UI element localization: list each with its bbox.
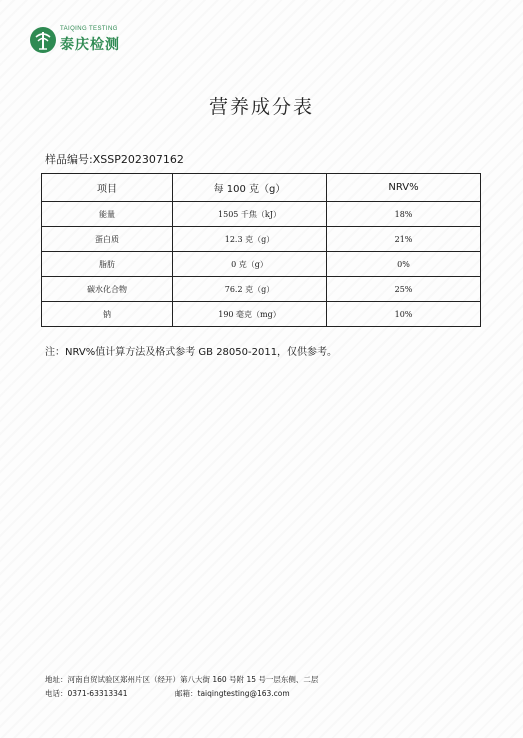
row-nrv: 0% <box>327 252 481 277</box>
logo-chinese-name: 泰庆检测 <box>60 37 120 53</box>
footer-contact <box>45 688 290 699</box>
logo-english-name: TAIQING TESTING <box>60 26 118 32</box>
row-item: 脂肪 <box>42 252 173 277</box>
row-item: 蛋白质 <box>42 227 173 252</box>
footer-address: 地址：河南自贸试验区郑州片区（经开）第八大街 160 号附 15 号一层东侧、二层 <box>45 675 319 684</box>
nutrition-table <box>41 173 481 327</box>
row-item: 能量 <box>42 202 173 227</box>
table-row <box>42 252 481 277</box>
table-row <box>42 202 481 227</box>
row-nrv: 25% <box>327 277 481 302</box>
tree-icon <box>30 27 56 53</box>
company-logo <box>30 24 170 60</box>
header-nrv: NRV% <box>327 174 481 202</box>
table-row <box>42 302 481 327</box>
row-amount: 12.3 克（g） <box>173 227 327 252</box>
row-amount: 76.2 克（g） <box>173 277 327 302</box>
row-amount: 0 克（g） <box>173 252 327 277</box>
header-per-100g: 每 100 克（g） <box>173 174 327 202</box>
footer-phone: 电话：0371-63313341 <box>45 689 128 698</box>
row-item: 钠 <box>42 302 173 327</box>
header-item: 项目 <box>42 174 173 202</box>
row-nrv: 21% <box>327 227 481 252</box>
footer-email: 邮箱：taiqingtesting@163.com <box>175 689 290 698</box>
table-row <box>42 277 481 302</box>
sample-number: 样品编号:XSSP202307162 <box>45 153 184 166</box>
row-item: 碳水化合物 <box>42 277 173 302</box>
row-amount: 1505 千焦（kJ） <box>173 202 327 227</box>
table-row <box>42 227 481 252</box>
row-nrv: 10% <box>327 302 481 327</box>
row-nrv: 18% <box>327 202 481 227</box>
document-title: 营养成分表 <box>208 96 314 118</box>
reference-note: 注：NRV%值计算方法及格式参考 GB 28050-2011，仅供参考。 <box>45 347 338 358</box>
table-header-row <box>42 174 481 202</box>
row-amount: 190 毫克（mg） <box>173 302 327 327</box>
